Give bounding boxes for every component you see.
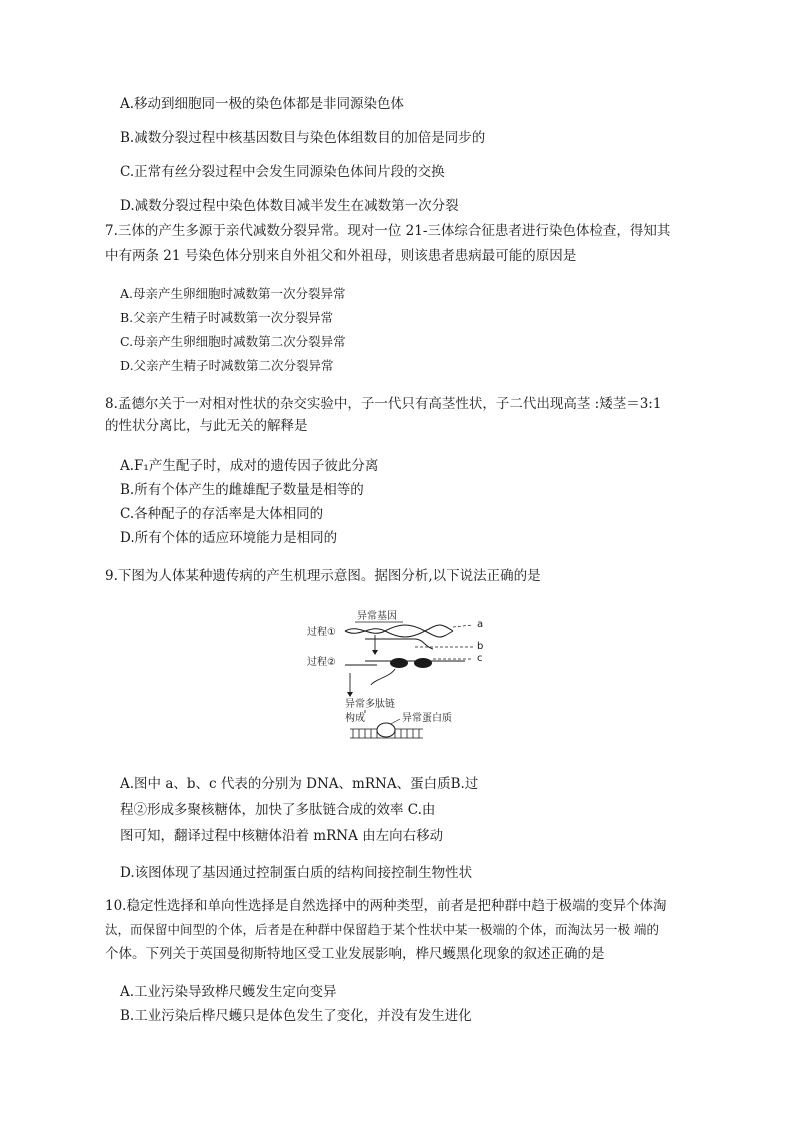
q7-option-a: A.母亲产生卵细胞时减数第一次分裂异常 bbox=[120, 286, 346, 301]
q7-stem-line2: 中有两条 21 号染色体分别来自外祖父和外祖母，则该患者患病最可能的原因是 bbox=[105, 248, 577, 264]
q6-option-b: B.减数分裂过程中核基因数目与染色体组数目的加倍是同步的 bbox=[120, 130, 486, 146]
gene-expression-diagram bbox=[305, 605, 495, 740]
diagram-label-b: b bbox=[477, 641, 484, 652]
ribosome bbox=[414, 658, 432, 668]
q8-stem-line2: 的性状分离比，与此无关的解释是 bbox=[105, 418, 308, 434]
q6-option-c: C.正常有丝分裂过程中会发生同源染色体间片段的交换 bbox=[120, 164, 445, 180]
q9-stem: 9.下图为人体某种遗传病的产生机理示意图。据图分析,以下说法正确的是 bbox=[105, 568, 541, 584]
q6-option-d: D.减数分裂过程中染色体数目减半发生在减数第一次分裂 bbox=[120, 198, 459, 214]
q7-option-d: D.父亲产生精子时减数第二次分裂异常 bbox=[120, 358, 334, 373]
q10-option-b: B.工业污染后桦尺蠖只是体色发生了变化，并没有发生进化 bbox=[120, 1008, 472, 1024]
diagram-label-a: a bbox=[477, 619, 484, 630]
diagram-label-abnormal-polypeptide: 异常多肽链 bbox=[345, 699, 395, 710]
q9-options-line3: 图可知，翻译过程中核糖体沿着 mRNA 由左向右移动 bbox=[120, 828, 444, 844]
diagram-label-abnormal-gene: 异常基因 bbox=[357, 611, 397, 622]
q10-stem-line3: 个体。下列关于英国曼彻斯特地区受工业发展影响，桦尺蠖黑化现象的叙述正确的是 bbox=[105, 946, 605, 962]
q7-option-b: B.父亲产生精子时减数第一次分裂异常 bbox=[120, 310, 334, 325]
q10-stem-line1: 10.稳定性选择和单向性选择是自然选择中的两种类型，前者是把种群中趋于极端的变异个体淘 bbox=[105, 898, 667, 914]
q8-stem-line1: 8.孟德尔关于一对相对性状的杂交实验中，子一代只有高茎性状，子二代出现高茎 :矮茎＝3:1 bbox=[105, 396, 662, 412]
q10-stem-line2: 汰，而保留中间型的个体，后者是在种群中保留趋于某个性状中某一极端的个体，而淘汰另一极 端的 bbox=[105, 922, 659, 937]
q9-options-line1: A.图中 a、b、c 代表的分别为 DNA、mRNA、蛋白质B.过 bbox=[120, 776, 479, 792]
q9-option-d: D.该图体现了基因通过控制蛋白质的结构间接控制生物性状 bbox=[120, 865, 473, 881]
q8-option-a: A.F₁产生配子时，成对的遗传因子彼此分离 bbox=[120, 458, 379, 474]
diagram-label-process1: 过程① bbox=[307, 627, 336, 638]
q7-stem-line1: 7.三体的产生多源于亲代减数分裂异常。现对一位 21-三体综合征患者进行染色体检查，得知其 bbox=[105, 223, 671, 239]
q8-option-b: B.所有个体产生的雌雄配子数量是相等的 bbox=[120, 482, 364, 498]
diagram-label-constitutes: 构成 bbox=[345, 713, 365, 724]
ribosome bbox=[390, 658, 408, 668]
q9-options-line2: 程②形成多聚核糖体，加快了多肽链合成的效率 C.由 bbox=[120, 802, 436, 818]
diagram-label-c: c bbox=[477, 653, 483, 664]
q6-option-a: A.移动到细胞同一极的染色体都是非同源染色体 bbox=[120, 96, 405, 112]
q7-option-c: C.母亲产生卵细胞时减数第二次分裂异常 bbox=[120, 334, 346, 349]
q10-option-a: A.工业污染导致桦尺蠖发生定向变异 bbox=[120, 984, 337, 1000]
abnormal-protein-shape bbox=[377, 723, 395, 737]
q8-option-c: C.各种配子的存活率是大体相同的 bbox=[120, 506, 324, 522]
q8-option-d: D.所有个体的适应环境能力是相同的 bbox=[120, 530, 338, 546]
dna-helix bbox=[345, 625, 453, 637]
diagram-label-abnormal-protein: 异常蛋白质 bbox=[402, 713, 452, 724]
diagram-label-process2: 过程② bbox=[307, 657, 336, 668]
